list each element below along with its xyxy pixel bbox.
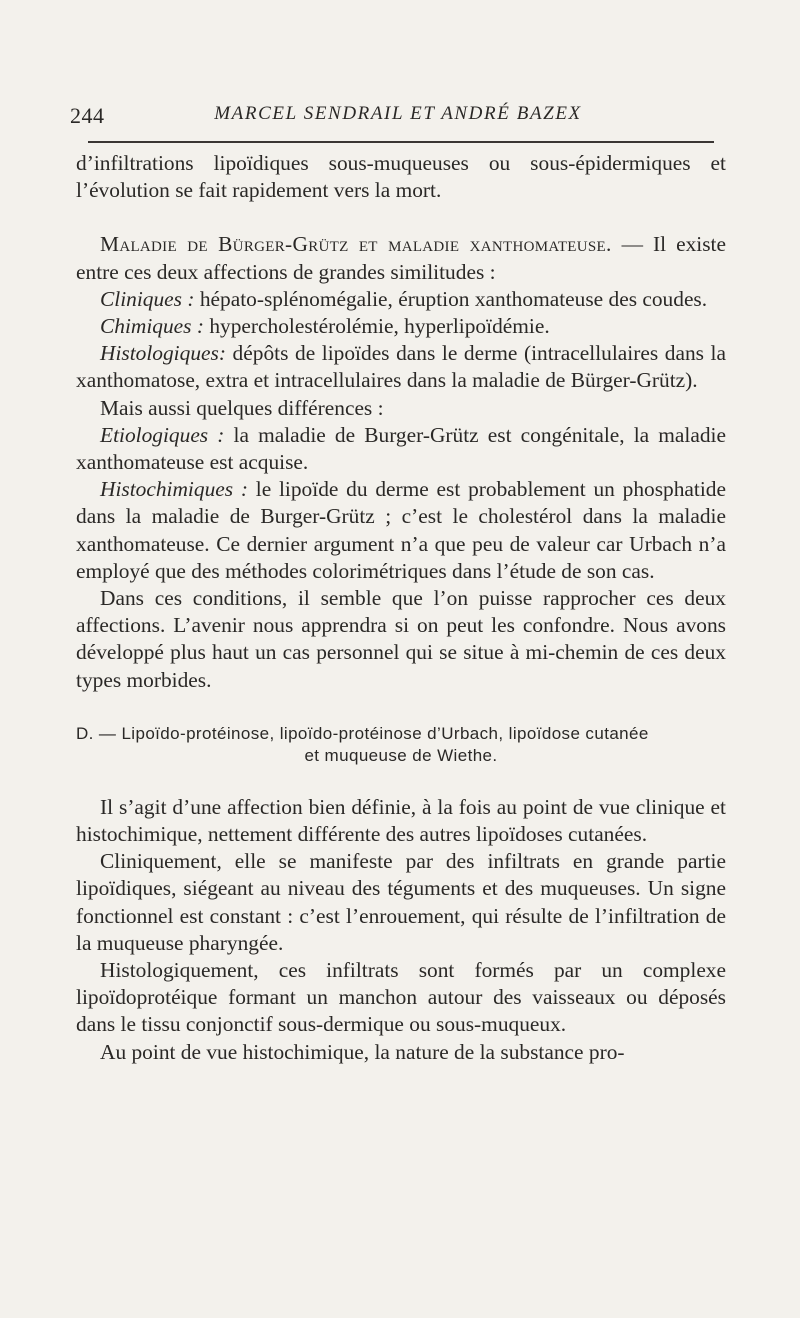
subsection-heading: Maladie de Bürger-Grütz et maladie xanthomateuse.: [100, 232, 612, 257]
paragraph: Histochimiques : le lipoïde du derme est probablement un phosphatide dans la maladie de Burger-Grütz ; c’est le cholestérol dans la maladie xanthomateuse. Ce dernier argument n’a que peu de valeur car Urbach n’a employé que des méthodes colorimétriques dans l’étude de son cas.: [76, 477, 726, 583]
body-text: [76, 150, 726, 1066]
paragraph: Il s’agit d’une affection bien définie, à la fois au point de vue clinique et histochimique, nettement différente des autres lipoïdoses cutanées.: [76, 794, 726, 847]
paragraph: Cliniques : hépato-splénomégalie, éruption xanthomateuse des coudes.: [100, 286, 708, 311]
paragraph: Histologiques: dépôts de lipoïdes dans le derme (intracellulaires dans la xanthomatose, extra et intracellulaires dans la maladie de Bürger-Grütz).: [76, 341, 726, 393]
paragraph: d’infiltrations lipoïdiques sous-muqueuses ou sous-épidermiques et l’évolution se fait rapidement vers la mort.: [76, 151, 726, 203]
section-heading-line1: D. — Lipoïdo-protéinose, lipoïdo-protéinose d’Urbach, lipoïdose cutanée: [76, 723, 649, 743]
section-heading-line2: et muqueuse de Wiethe.: [304, 745, 498, 765]
paragraph: Au point de vue histochimique, la nature de la substance pro-: [100, 1039, 625, 1064]
term-label: Histochimiques :: [100, 477, 248, 502]
page-header: [70, 103, 726, 133]
header-rule: [88, 141, 714, 143]
section-heading: [76, 723, 726, 767]
running-title: MARCEL SENDRAIL ET ANDRÉ BAZEX: [214, 103, 582, 124]
paragraph: Chimiques : hypercholestérolémie, hyperlipoïdémie.: [100, 314, 550, 339]
term-label: Chimiques :: [100, 314, 204, 339]
term-label: Cliniques :: [100, 286, 195, 311]
term-label: Histologiques:: [100, 341, 226, 366]
term-label: Etiologiques :: [100, 422, 225, 447]
page-number: 244: [70, 103, 105, 128]
paragraph: Cliniquement, elle se manifeste par des infiltrats en grande partie lipoïdiques, siégeant au niveau des téguments et des muqueuses. Un signe fonctionnel est constant : c’est l’enrouement, qui résulte de l’infiltration de la muqueuse pharyngée.: [76, 849, 726, 955]
paragraph: Dans ces conditions, il semble que l’on puisse rapprocher ces deux affections. L’avenir nous apprendra si on peut les confondre. Nous avons développé plus haut un cas personnel qui se situe à mi-chemin de ces deux types morbides.: [76, 586, 726, 692]
paragraph: Etiologiques : la maladie de Burger-Grütz est congénitale, la maladie xanthomateuse est acquise.: [76, 422, 726, 475]
paragraph: Histologiquement, ces infiltrats sont formés par un complexe lipoïdoprotéique formant un manchon autour des vaisseaux ou déposés dans le tissu conjonctif sous-dermique ou sous-muqueux.: [76, 958, 726, 1037]
paragraph: Mais aussi quelques différences :: [100, 395, 384, 420]
paragraph: Maladie de Bürger-Grütz et maladie xanthomateuse. — Il existe entre ces deux affections de grandes similitudes :: [76, 232, 726, 284]
